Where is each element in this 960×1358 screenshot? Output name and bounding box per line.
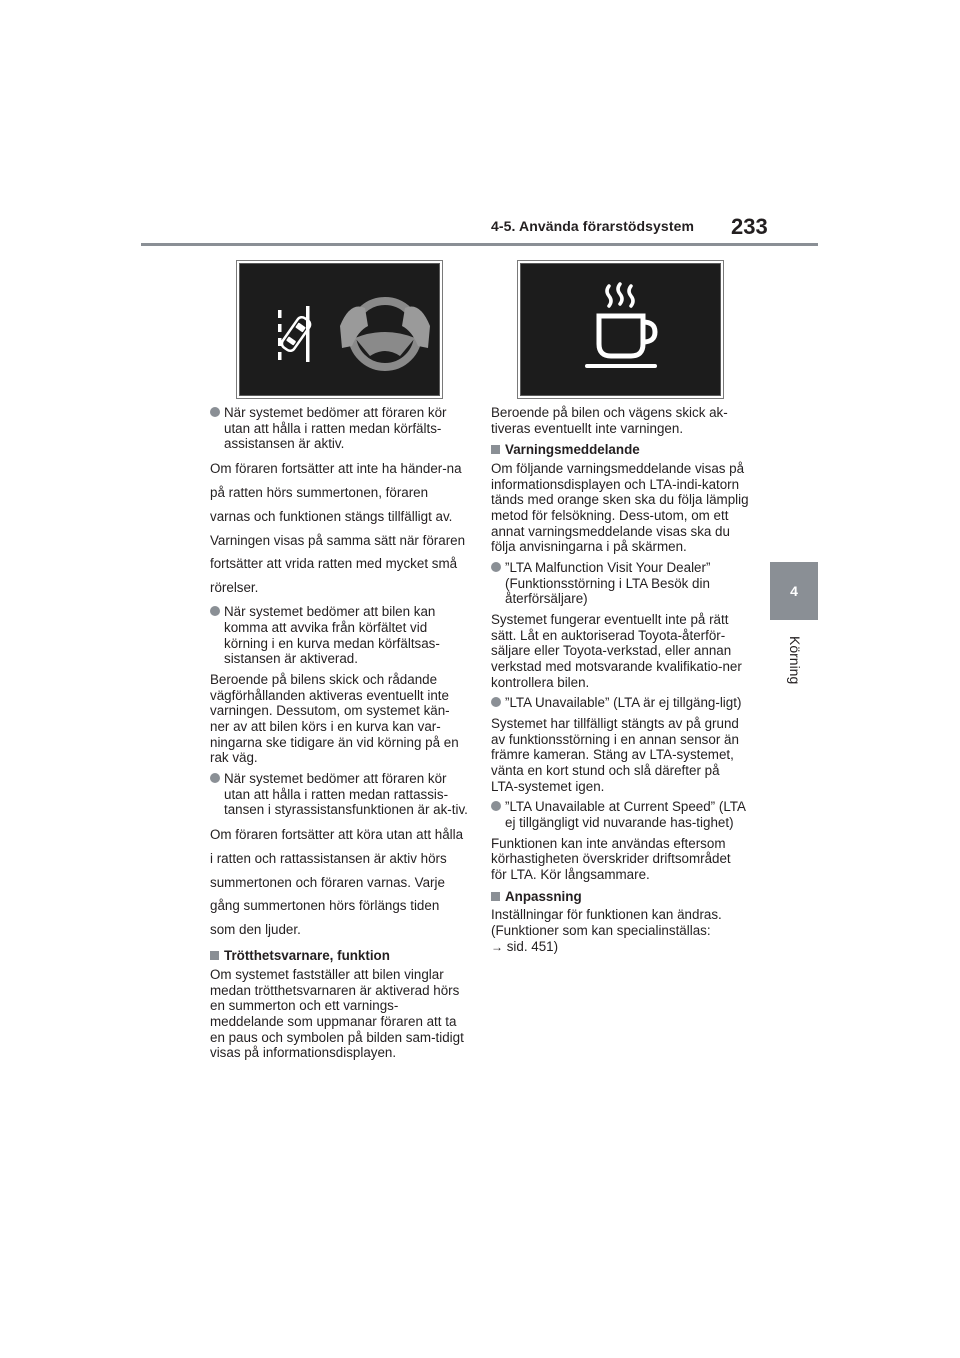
list-item: När systemet bedömer att föraren kör utan att hålla i ratten medan rattassis-tansen i styrassistansfunktionen är ak-tiv. xyxy=(210,771,468,818)
paragraph: Systemet har tillfälligt stängts av på grund av funktionsstörning i en annan sensor än främre kameran. Stäng av LTA-systemet, vänta en kort stund och slå därefter på LTA-systemet igen. xyxy=(491,716,739,794)
bullet-icon xyxy=(210,606,220,616)
paragraph: Om föraren fortsätter att köra utan att hålla i ratten och rattassistansen är aktiv hörs summertonen och föraren varnas. Varje gång summertonen hörs förlängs tiden som den ljuder. xyxy=(210,826,464,938)
chapter-label: Körning xyxy=(787,635,803,685)
section-heading: Anpassning xyxy=(491,889,749,905)
list-item: När systemet bedömer att bilen kan komma att avvika från körfältet vid körning i en kurva medan körfältsas-sistansen är aktiverad. xyxy=(210,604,468,667)
lane-warning-display xyxy=(240,264,439,395)
paragraph: Funktionen kan inte användas eftersom körhastigheten överskrider driftsområdet för LTA. Kör långsammare. xyxy=(491,835,731,883)
chapter-label-container xyxy=(775,630,815,690)
heading-square-icon xyxy=(210,951,219,960)
paragraph: Beroende på bilens skick och rådande vägförhållanden aktiveras eventuellt inte varningen. Dessutom, om systemet kän-ner av att bilen körs i en kurva kan var-ningarna ske tidigare än vid körning på en rak väg. xyxy=(210,671,459,766)
fatigue-warning-image-frame xyxy=(517,260,724,399)
hands-on-steering-wheel-icon xyxy=(330,286,440,376)
chapter-number: 4 xyxy=(790,583,798,599)
arrow-right-icon: → xyxy=(491,939,503,954)
list-item: ”LTA Unavailable at Current Speed” (LTA ej tillgängligt vid nuvarande has-tighet) xyxy=(491,799,749,830)
page-reference-link[interactable]: sid. 451) xyxy=(506,938,559,954)
heading-square-icon xyxy=(491,892,500,901)
section-title: 4-5. Använda förarstödsystem xyxy=(491,218,695,234)
header-divider xyxy=(141,243,818,246)
section-heading: Trötthetsvarnare, funktion xyxy=(210,948,468,964)
paragraph: Inställningar för funktionen kan ändras. (Funktioner som kan specialinställas: → sid. 451) xyxy=(491,907,722,954)
list-item: ”LTA Unavailable” (LTA är ej tillgäng-ligt) xyxy=(491,695,749,711)
paragraph: Systemet fungerar eventuellt inte på rätt sätt. Låt en auktoriserad Toyota-återför-säljare eller Toyota-verkstad, eller annan verkstad med motsvarande kvalifikatio-ner kontrollera bilen. xyxy=(491,612,742,690)
bullet-icon xyxy=(210,773,220,783)
lane-warning-image-frame xyxy=(236,260,443,399)
page-number: 233 xyxy=(731,214,768,239)
bullet-icon xyxy=(491,801,501,811)
right-column xyxy=(491,405,749,955)
paragraph: Om systemet fastställer att bilen vinglar medan trötthetsvarnaren är aktiverad hörs en summerton och ett varnings-meddelande som uppmanar föraren att ta en paus och symbolen på bilden sam-tidigt visas på informationsdisplayen. xyxy=(210,966,464,1061)
coffee-cup-icon xyxy=(521,264,720,395)
chapter-tab xyxy=(770,562,818,620)
fatigue-warning-display xyxy=(521,264,720,395)
paragraph: Om följande varningsmeddelande visas på informationsdisplayen och LTA-indi-katorn tänds med orange sken ska du följa lämplig metod för felsökning. Dess-utom, om ett annat varningsmeddelande visas ska du följa anvisningarna i på skärmen. xyxy=(491,461,749,555)
bullet-icon xyxy=(491,562,501,572)
paragraph: Om föraren fortsätter att inte ha händer-na på ratten hörs summertonen, föraren varnas och funktionen stängs tillfälligt av. Varningen visas på samma sätt när föraren fortsätter att vrida ratten med mycket små rörelser. xyxy=(210,461,466,596)
bullet-icon xyxy=(210,407,220,417)
heading-square-icon xyxy=(491,445,500,454)
list-item: När systemet bedömer att föraren kör utan att hålla i ratten medan körfälts-assistansen är aktiv. xyxy=(210,405,468,452)
left-column xyxy=(210,405,468,1066)
bullet-icon xyxy=(491,697,501,707)
paragraph: Beroende på bilen och vägens skick ak-tiveras eventuellt inte varningen. xyxy=(491,405,728,436)
list-item: ”LTA Malfunction Visit Your Dealer” (Funktionsstörning i LTA Besök din återförsäljare) xyxy=(491,560,749,607)
section-heading: Varningsmeddelande xyxy=(491,442,749,458)
